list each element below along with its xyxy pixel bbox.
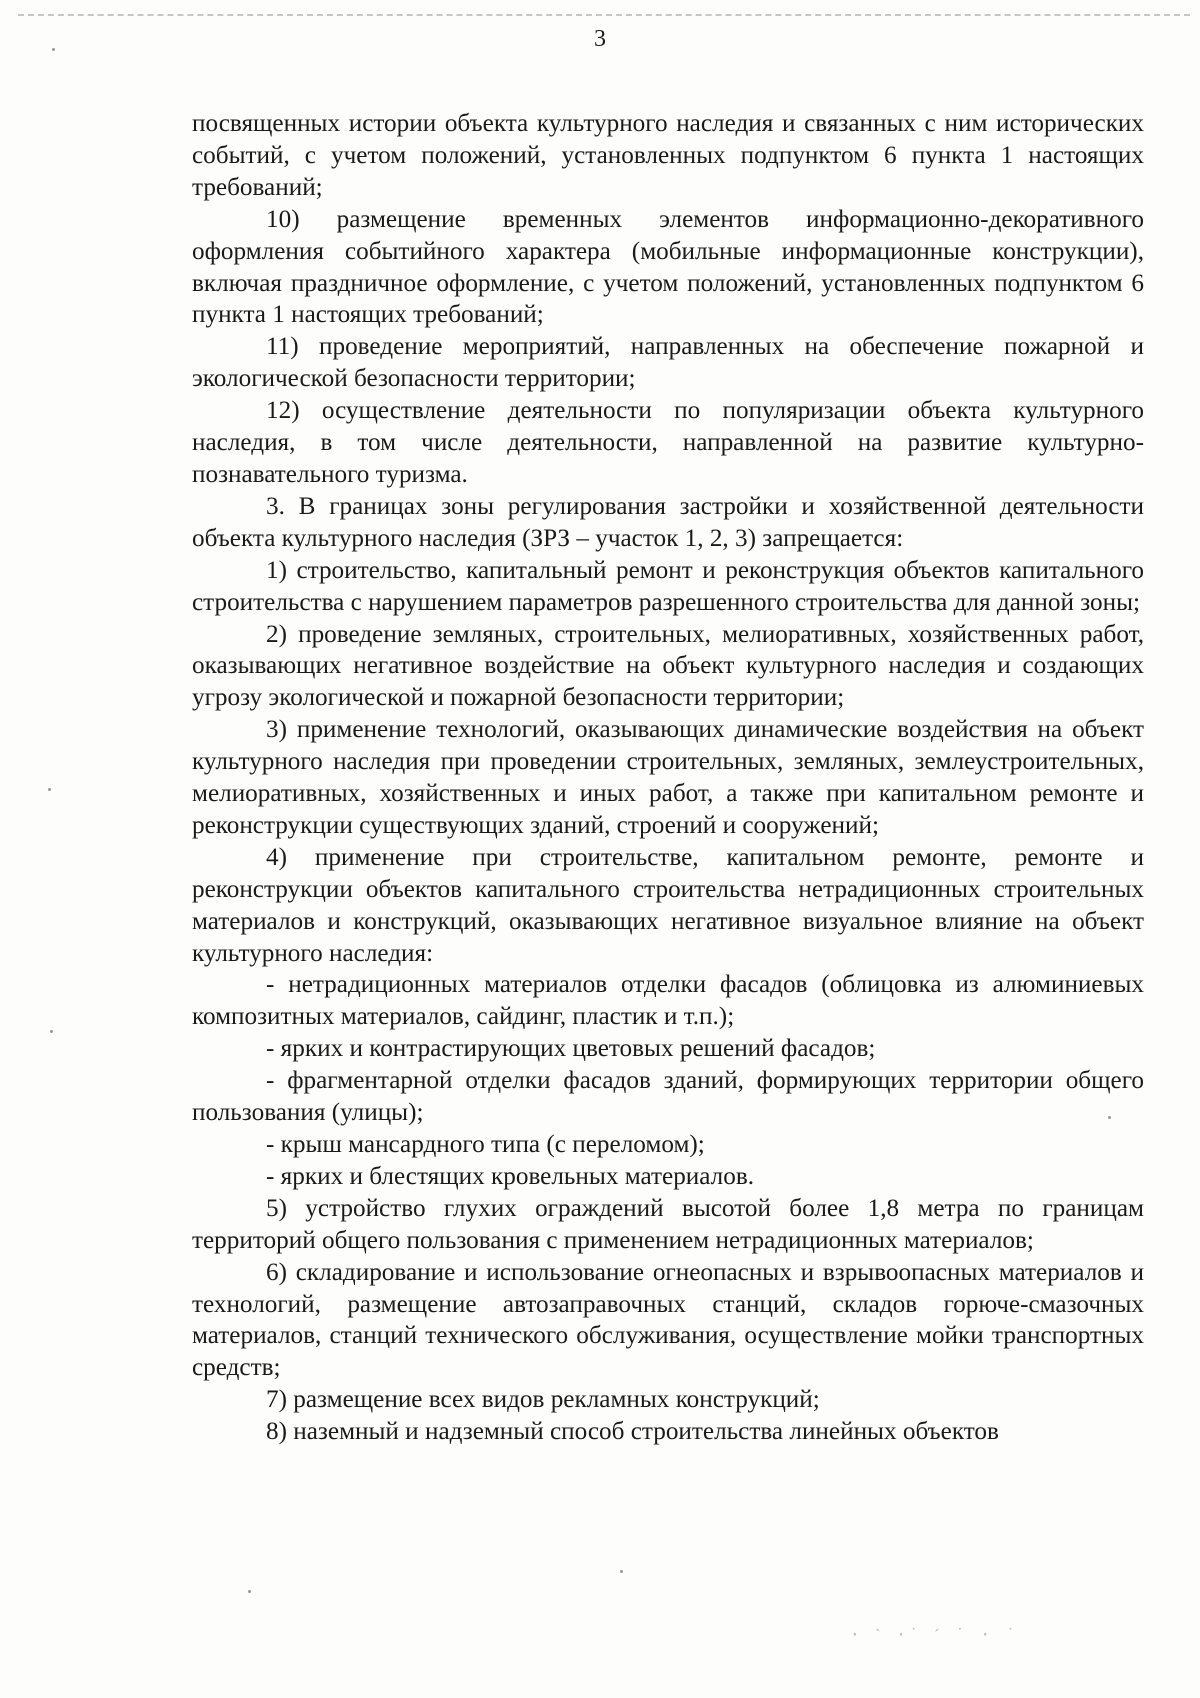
list-item: - фрагментарной отделки фасадов зданий, формирующих территории общего пользования (улицы); bbox=[192, 1067, 1144, 1127]
scan-edge-line bbox=[18, 14, 1190, 16]
paragraph: 7) размещение всех видов рекламных конструкций; bbox=[266, 1386, 820, 1414]
scan-speck bbox=[1108, 1116, 1111, 1119]
list-item: - нетрадиционных материалов отделки фасадов (облицовка из алюминиевых композитных материалов, сайдинг, пластик и т.п.); bbox=[192, 971, 1144, 1031]
paragraph: 10) размещение временных элементов информационно-декоративного оформления событийного характера (мобильные информационные конструкции), включая праздничное оформление, с учетом положений, установленных подпунктом 6 пункта 1 настоящих требований; bbox=[192, 205, 1144, 329]
paragraph: 12) осуществление деятельности по популяризации объекта культурного наследия, в том числе деятельности, направленной на развитие культурно-познавательного туризма. bbox=[192, 397, 1144, 488]
paragraph: 5) устройство глухих ограждений высотой более 1,8 метра по границам территорий общего пользования с применением нетрадиционных материалов; bbox=[192, 1194, 1144, 1254]
document-body bbox=[192, 108, 1144, 1448]
paragraph: 8) наземный и надземный способ строительства линейных объектов bbox=[266, 1418, 999, 1446]
page-number: 3 bbox=[594, 26, 606, 52]
list-item: - крыш мансардного типа (с переломом); bbox=[266, 1131, 705, 1158]
paragraph: посвященных истории объекта культурного наследия и связанных с ним исторических событий, с учетом положений, установленных подпунктом 6 пункта 1 настоящих требований; bbox=[192, 110, 1144, 201]
scan-noise-marks: · ˋ ·˙ ˊ ˙ · ˙ bbox=[850, 1625, 1019, 1644]
scan-speck bbox=[52, 48, 55, 51]
paragraph: 3) применение технологий, оказывающих динамические воздействия на объект культурного наследия при проведении строительных, земляных, землеустроительных, мелиоративных, хозяйственных и иных работ, а также при капитальном ремонте и реконструкции существующих зданий, строений и сооружений; bbox=[192, 716, 1144, 839]
scan-speck bbox=[620, 1570, 623, 1573]
list-item: - ярких и блестящих кровельных материалов. bbox=[266, 1162, 755, 1190]
scan-speck bbox=[248, 1590, 251, 1593]
paragraph: 2) проведение земляных, строительных, мелиоративных, хозяйственных работ, оказывающих негативное воздействие на объект культурного наследия и создающих угрозу экологической и пожарной безопасности территории; bbox=[192, 620, 1144, 712]
paragraph: 1) строительство, капитальный ремонт и реконструкция объектов капитального строительства с нарушением параметров разрешенного строительства для данной зоны; bbox=[192, 556, 1144, 616]
list-item: - ярких и контрастирующих цветовых решений фасадов; bbox=[266, 1035, 876, 1063]
paragraph: 4) применение при строительстве, капитальном ремонте, ремонте и реконструкции объектов капитального строительства нетрадиционных строительных материалов и конструкций, оказывающих негативное визуальное влияние на объект культурного наследия: bbox=[192, 843, 1144, 967]
paragraph: 3. В границах зоны регулирования застройки и хозяйственной деятельности объекта культурного наследия (ЗРЗ – участок 1, 2, 3) запрещается: bbox=[192, 492, 1144, 552]
paragraph: 11) проведение мероприятий, направленных на обеспечение пожарной и экологической безопасности территории; bbox=[192, 333, 1144, 393]
paragraph: 6) складирование и использование огнеопасных и взрывоопасных материалов и технологий, размещение автозаправочных станций, складов горюче-смазочных материалов, станций технического обслуживания, осуществление мойки транспортных средств; bbox=[192, 1258, 1144, 1382]
scan-speck bbox=[50, 1030, 53, 1033]
scan-speck bbox=[48, 788, 51, 791]
